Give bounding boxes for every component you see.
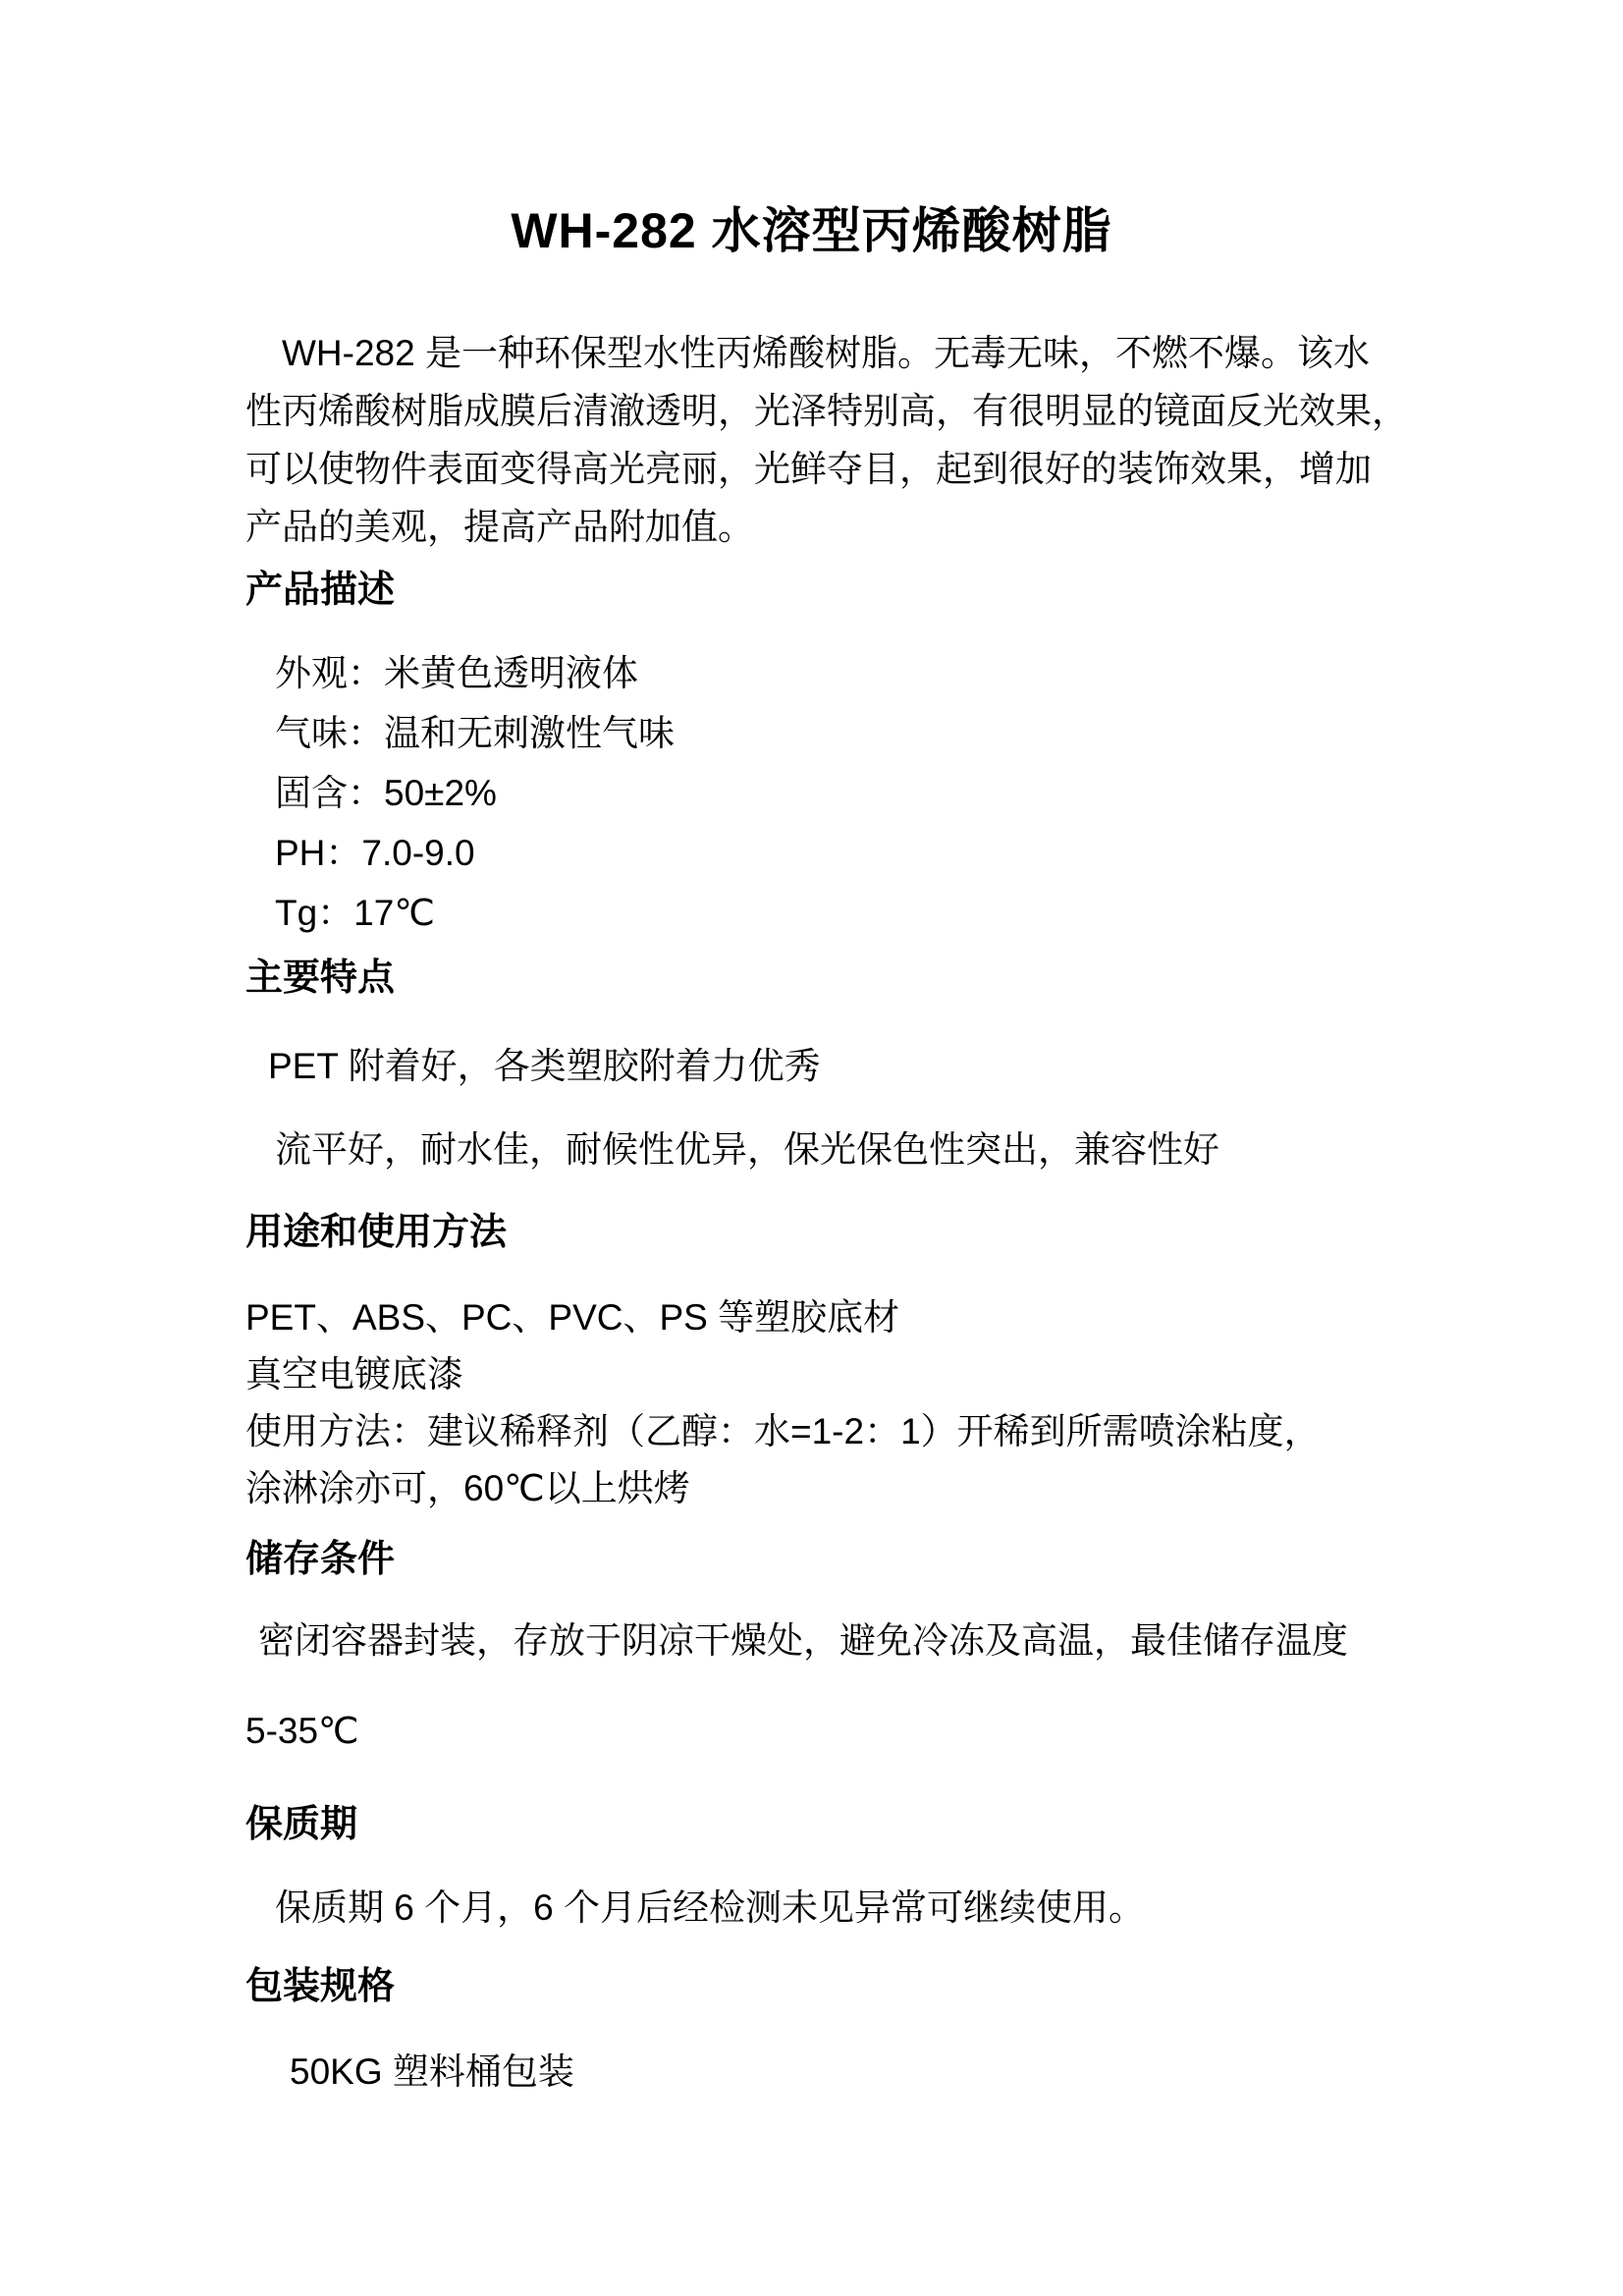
storage-line-1: 密闭容器封装，存放于阴凉干燥处，避免冷冻及高温，最佳储存温度 [258,1620,1348,1661]
section-heading-shelf-life: 保质期 [245,1804,358,1845]
usage-line-method-1: 使用方法：建议稀释剂（乙醇：水=1-2：1）开稀到所需喷涂粘度， [245,1411,1321,1451]
usage-line-method-2: 涂淋涂亦可，60℃以上烘烤 [245,1468,690,1508]
intro-line-3: 可以使物件表面变得高光亮丽，光鲜夺目，起到很好的装饰效果，增加 [245,449,1372,489]
description-item-appearance: 外观：米黄色透明液体 [275,653,638,693]
description-list [275,643,1414,943]
section-heading-description: 产品描述 [245,570,396,611]
description-item-tg: Tg：17℃ [275,893,435,933]
intro-paragraph [245,324,1408,556]
packaging-text: 50KG 塑料桶包装 [290,2051,574,2092]
intro-line-1: WH-282 是一种环保型水性丙烯酸树脂。无毒无味，不燃不爆。该水 [282,333,1370,373]
feature-item-leveling: 流平好，耐水佳，耐候性优异，保光保色性突出，兼容性好 [275,1129,1219,1170]
section-heading-packaging: 包装规格 [245,1966,396,2007]
document-title: WH-282 水溶型丙烯酸树脂 [511,203,1112,258]
section-heading-features: 主要特点 [245,957,396,999]
usage-paragraph [245,1289,1384,1517]
section-heading-usage: 用途和使用方法 [245,1212,508,1253]
storage-line-2: 5-35℃ [245,1711,359,1751]
description-item-odor: 气味：温和无刺激性气味 [275,713,675,753]
feature-item-adhesion: PET 附着好，各类塑胶附着力优秀 [268,1046,821,1086]
description-item-ph: PH：7.0-9.0 [275,833,475,873]
intro-line-4: 产品的美观，提高产品附加值。 [245,507,754,547]
description-item-solid-content: 固含：50±2% [275,773,497,813]
usage-line-primer: 真空电镀底漆 [245,1354,463,1394]
section-heading-storage: 储存条件 [245,1539,396,1580]
intro-line-2: 性丙烯酸树脂成膜后清澈透明，光泽特别高，有很明显的镜面反光效果， [245,391,1408,431]
usage-line-substrates: PET、ABS、PC、PVC、PS 等塑胶底材 [245,1297,900,1338]
shelf-life-text: 保质期 6 个月，6 个月后经检测未见异常可继续使用。 [275,1887,1145,1928]
